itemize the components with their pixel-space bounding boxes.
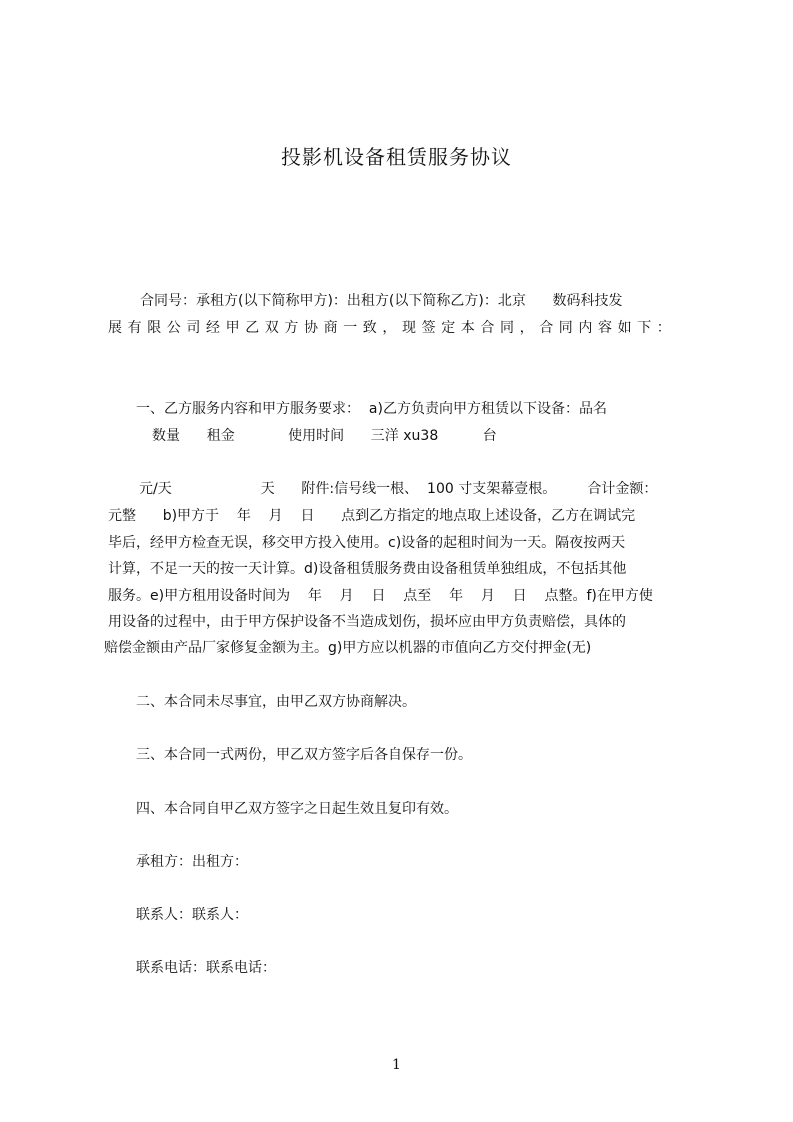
section-1-line-8: 用设备的过程中，由于甲方保护设备不当造成划伤，损坏应由甲方负责赔偿，具体的 xyxy=(108,614,626,630)
document-title: 投影机设备租赁服务协议 xyxy=(281,145,512,169)
section-1-line-3: 元/天 天 附件:信号线一根、 100 寸支架幕壹根。 合计金额： xyxy=(139,481,658,497)
section-1-line-9: 赔偿金额由产品厂家修复金额为主。g)甲方应以机器的市值向乙方交付押金(无) xyxy=(104,640,592,656)
section-1-line-5: 毕后，经甲方检查无误，移交甲方投入使用。c)设备的起租时间为一天。隔夜按两天 xyxy=(108,535,626,551)
section-1-line-6: 计算，不足一天的按一天计算。d)设备租赁服务费由设备租赁单独组成，不包括其他 xyxy=(108,561,627,577)
signature-contacts: 联系人：联系人： xyxy=(136,907,248,923)
signature-parties: 承租方：出租方： xyxy=(136,854,248,870)
section-3: 三、本合同一式两份，甲乙双方签字后各自保存一份。 xyxy=(136,747,472,763)
section-1-line-4: 元整 b)甲方于 年 月 日 点到乙方指定的地点取上述设备，乙方在调试完 xyxy=(108,508,636,524)
section-1-line-2: 数量 租金 使用时间 三洋 xu38 台 xyxy=(152,428,497,444)
section-1-line-1: 一、乙方服务内容和甲方服务要求： a)乙方负责向甲方租赁以下设备：品名 xyxy=(136,401,607,417)
intro-line-2: 展有限公司经甲乙双方协商一致，现签定本合同，合同内容如下： xyxy=(108,320,677,336)
section-1-line-7: 服务。e)甲方租用设备时间为 年 月 日 点至 年 月 日 点整。f)在甲方使 xyxy=(108,588,653,604)
section-2: 二、本合同未尽事宜，由甲乙双方协商解决。 xyxy=(136,694,416,710)
page-number: 1 xyxy=(392,1057,401,1073)
section-4: 四、本合同自甲乙双方签字之日起生效且复印有效。 xyxy=(136,801,458,817)
signature-phones: 联系电话：联系电话： xyxy=(136,960,276,976)
intro-line-1: 合同号：承租方(以下简称甲方)：出租方(以下简称乙方)：北京 数码科技发 xyxy=(140,293,623,309)
